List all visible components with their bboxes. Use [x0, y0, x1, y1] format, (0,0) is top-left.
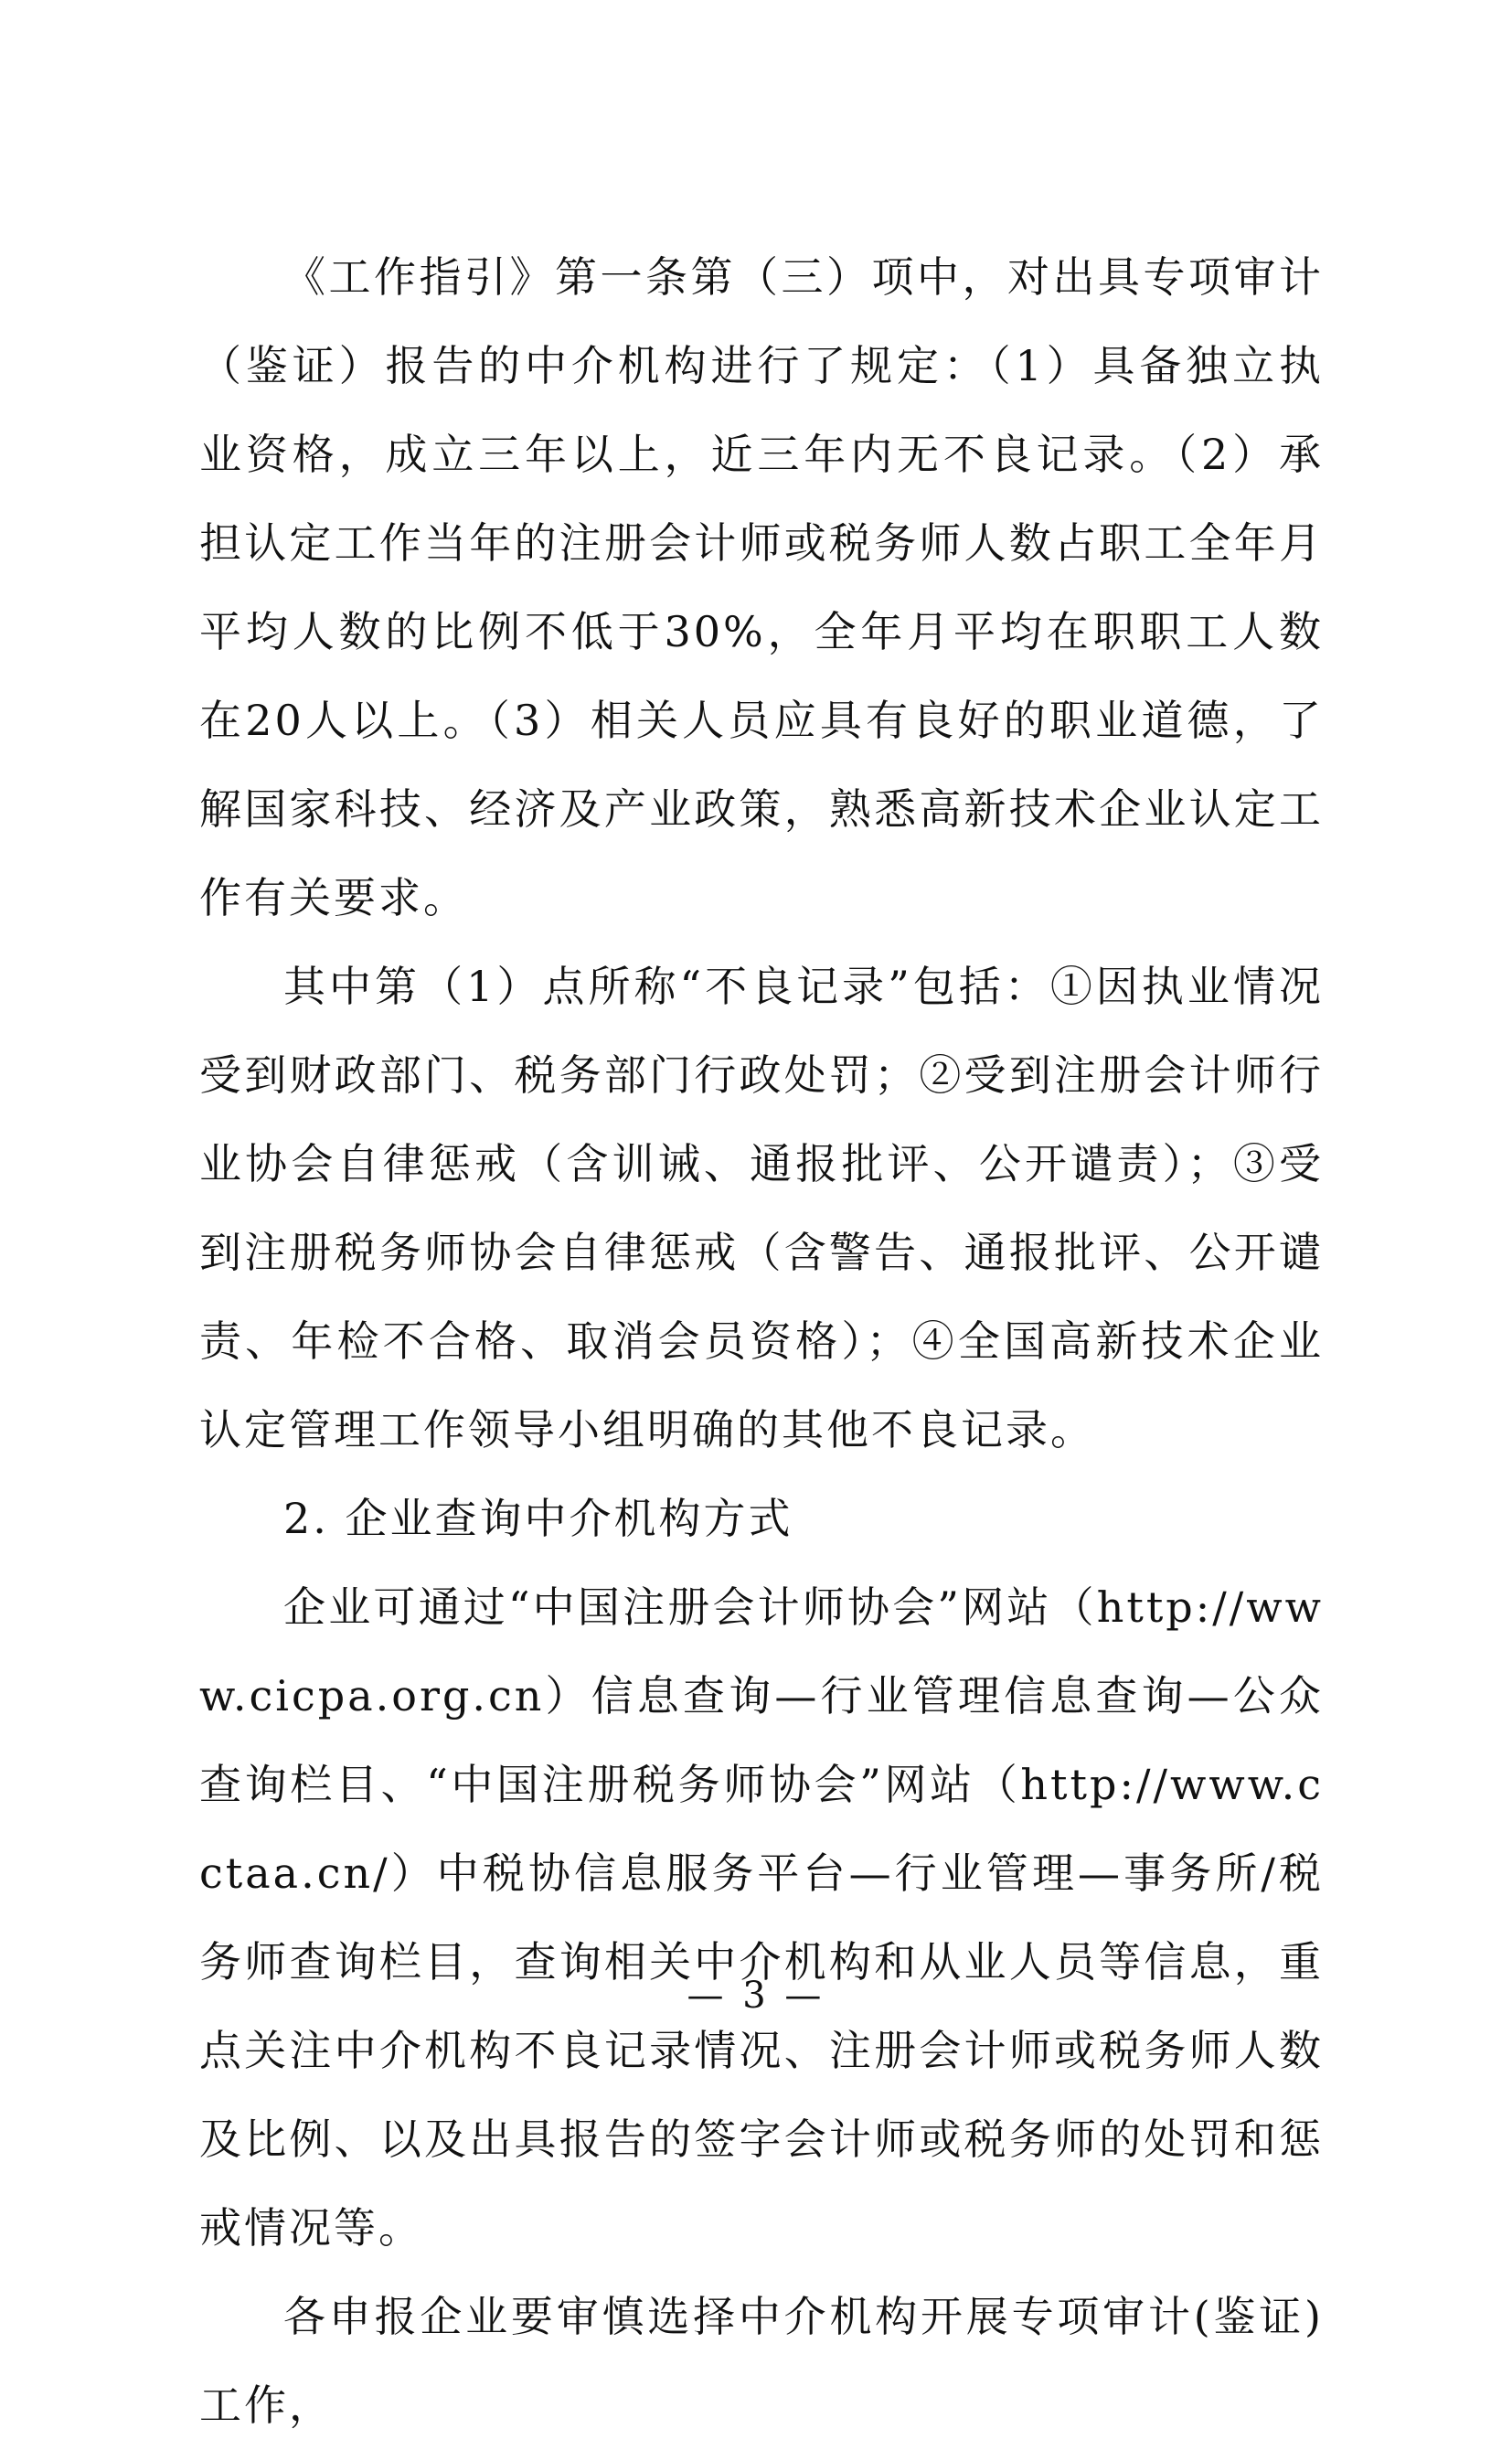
document-body — [199, 233, 1324, 2450]
page-number: — 3 — — [687, 1975, 825, 2017]
paragraph-intermediary-requirements: 《工作指引》第一条第（三）项中，对出具专项审计（鉴证）报告的中介机构进行了规定：（1）具备独立执业资格，成立三年以上，近三年内无不良记录。（2）承担认定工作当年的注册会计师或税务师人数占职工全年月平均人数的比例不低于30%，全年月平均在职职工人数在20人以上。（3）相关人员应具有良好的职业道德，了解国家科技、经济及产业政策，熟悉高新技术企业认定工作有关要求。 — [199, 252, 1324, 922]
paragraph-query-websites: 企业可通过“中国注册会计师协会”网站（http://www.cicpa.org.cn）信息查询—行业管理信息查询—公众查询栏目、“中国注册税务师协会”网站（http://www.cctaa.cn/）中税协信息服务平台—行业管理—事务所/税务师查询栏目，查询相关中介机构和从业人员等信息，重点关注中介机构不良记录情况、注册会计师或税务师人数及比例、以及出具报告的签字会计师或税务师的处罚和惩戒情况等。 — [199, 1582, 1324, 2253]
paragraph-careful-selection: 各申报企业要审慎选择中介机构开展专项审计(鉴证)工作， — [199, 2292, 1324, 2430]
paragraph-bad-records: 其中第（1）点所称“不良记录”包括：①因执业情况受到财政部门、税务部门行政处罚；②受到注册会计师行业协会自律惩戒（含训诫、通报批评、公开谴责）；③受到注册税务师协会自律惩戒（含警告、通报批评、公开谴责、年检不合格、取消会员资格）；④全国高新技术企业认定管理工作领导小组明确的其他不良记录。 — [199, 962, 1324, 1454]
section-heading-query-method: 2. 企业查询中介机构方式 — [283, 1494, 793, 1543]
